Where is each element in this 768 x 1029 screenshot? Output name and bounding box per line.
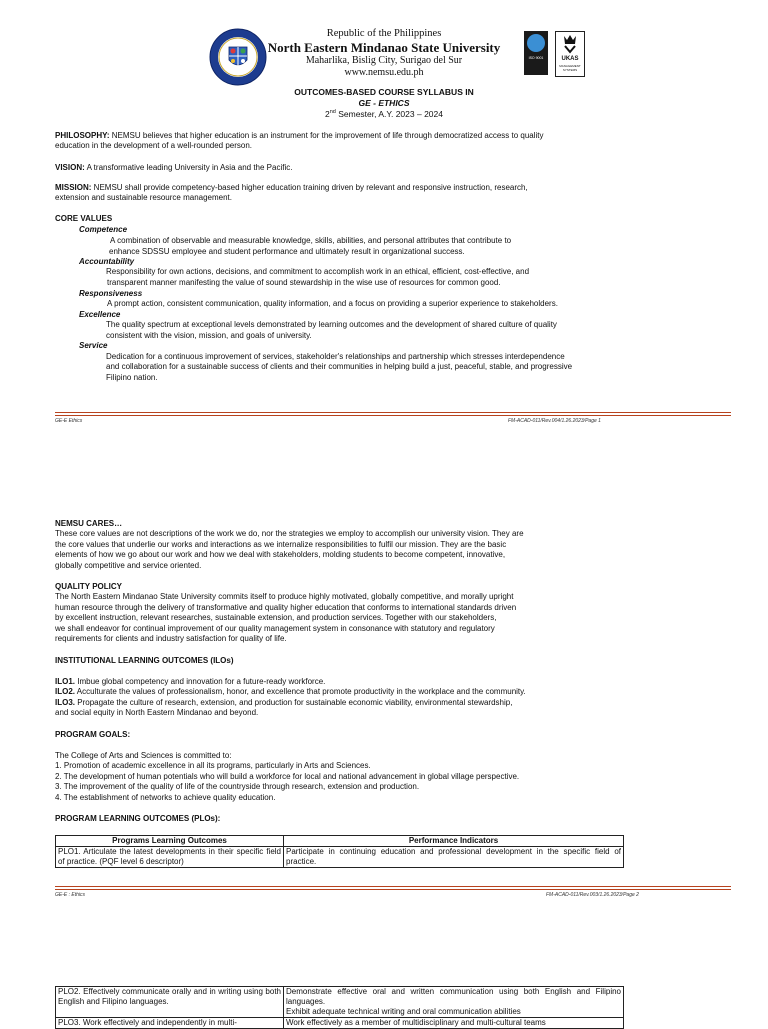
plo-outcome-cell: PLO1. Articulate the latest developments in their specific field of practice. (PQF level 6 descriptor) — [56, 847, 284, 868]
goal-item: 2. The development of human potentials who will build a workforce for local and national advancement in global village perspective. — [55, 771, 520, 781]
iso-certification-logo — [524, 31, 548, 75]
page2-footer-left: GE-E : Ethics — [55, 892, 86, 898]
core-value-desc: A combination of observable and measurable knowledge, skills, abilities, and personal attributes that contribute to — [110, 236, 512, 245]
vision-text: A transformative leading University in Asia and the Pacific. — [84, 163, 293, 172]
core-value-name: Excellence — [79, 310, 121, 319]
ilo-code: ILO3. — [55, 697, 76, 707]
core-value-desc: Dedication for a continuous improvement of services, stakeholder's relationships and partnership which stresses interdependence — [106, 352, 565, 361]
program-goals-list — [55, 751, 645, 803]
core-value-name: Competence — [79, 225, 128, 234]
philosophy-section — [55, 131, 645, 152]
quality-policy-line: The North Eastern Mindanao State University commits itself to produce highly motivated, globally competitive, and morally upright — [55, 592, 514, 602]
philosophy-text: NEMSU believes that higher education is an instrument for the improvement of life through democratized access to quality — [109, 131, 544, 140]
core-value-desc: enhance SDSSU employee and student performance and ultimately result in organizational success. — [109, 247, 465, 256]
quality-policy-line: we shall endeavor for continual improvement of our quality management system in consonance with statutory and regulatory — [55, 623, 495, 633]
vision-section — [55, 163, 645, 173]
semester-line: 2nd Semester, A.Y. 2023 – 2024 — [325, 109, 443, 119]
ilo-list — [55, 677, 645, 719]
table-row — [56, 1018, 624, 1029]
table-header-outcomes: Programs Learning Outcomes — [56, 836, 284, 847]
quality-policy-title: QUALITY POLICY — [55, 582, 122, 591]
syllabus-title: OUTCOMES-BASED COURSE SYLLABUS IN — [294, 87, 474, 97]
quality-policy-section — [55, 582, 645, 644]
core-value-desc: consistent with the vision, mission, and goals of university. — [106, 331, 312, 340]
ilo-title: INSTITUTIONAL LEARNING OUTCOMES (ILOs) — [55, 656, 234, 665]
cares-line: These core values are not descriptions of the work we do, nor the strategies we employ to accomplish our university vision. They are — [55, 529, 524, 539]
table-header-row — [56, 836, 624, 847]
philosophy-label: PHILOSOPHY: — [55, 131, 110, 140]
table-row — [56, 847, 624, 868]
mission-text: NEMSU shall provide competency-based higher education training driven by relevant and responsive instruction, research, — [91, 183, 528, 192]
ilo-text: Acculturate the values of professionalism, honor, and excellence that promote productivity in the workplace and the community. — [75, 687, 526, 697]
university-name: North Eastern Mindanao State University — [267, 40, 501, 55]
core-value-desc: transparent manner manifesting the value of sound stewardship in the wise use of resources for common good. — [107, 278, 501, 287]
quality-policy-line: by excellent instruction, relevant researches, sustainable extension, and production services. Together with our stakeholders, — [55, 613, 497, 623]
core-value-desc: A prompt action, consistent communication, quality information, and a focus on providing a superior experience to stakeholders. — [107, 299, 558, 308]
quality-policy-line: human resource through the delivery of transformative and quality higher education that conforms to international standards driven — [55, 602, 517, 612]
core-value-name: Accountability — [79, 257, 135, 266]
ilo-code: ILO1. — [55, 677, 76, 686]
ilo-text-cont: and social equity in North Eastern Mindanao and beyond. — [55, 708, 259, 718]
cares-line: elements of how we go about our work and how we deal with stakeholders, molding students to become competent, innovative, — [55, 550, 506, 560]
ukas-label: UKAS — [561, 56, 579, 62]
mission-label: MISSION: — [55, 183, 92, 192]
cares-line: globally competitive and service oriented. — [55, 560, 202, 570]
page1-footer-rule-thin — [55, 415, 731, 416]
goal-item: 3. The improvement of the quality of life of the countryside through research, extension and production. — [55, 782, 420, 792]
table-row — [56, 987, 624, 1018]
plo-indicator-cell: Participate in continuing education and professional development in the specific field of practice. — [284, 847, 624, 868]
page1-footer-rule — [55, 412, 731, 413]
cares-title: NEMSU CARES… — [55, 519, 123, 528]
ilo-text: Imbue global competency and innovation for a future-ready workforce. — [75, 677, 326, 686]
republic-line: Republic of the Philippines — [326, 28, 442, 39]
core-value-name: Responsiveness — [79, 289, 143, 298]
core-value-name: Service — [79, 341, 108, 350]
plo-title: PROGRAM LEARNING OUTCOMES (PLOs): — [55, 814, 221, 823]
core-value-desc: Responsibility for own actions, decisions, and commitment to accomplish work in an ethical, efficient, cost-effective, and — [106, 267, 530, 276]
core-value-desc: and collaboration for a sustainable success of clients and their communities in helping build a just, peaceful, stable, and progressive — [106, 362, 573, 371]
goals-intro: The College of Arts and Sciences is committed to: — [55, 751, 232, 760]
page2-footer-right: FM-ACAD-011/Rev.003/1.26.2023/Page 2 — [546, 892, 639, 898]
ukas-certification-logo — [555, 31, 585, 77]
quality-policy-line: requirements for clients and industry satisfaction for quality of life. — [55, 634, 287, 644]
university-website: www.nemsu.edu.ph — [344, 67, 424, 78]
ilo-code: ILO2. — [55, 687, 76, 697]
plo-outcome-cell: PLO2. Effectively communicate orally and in writing using both English and Filipino languages. — [56, 987, 284, 1018]
plo-indicator-line: Exhibit adequate technical writing and oral communication abilities — [286, 1007, 521, 1016]
course-title: GE - ETHICS — [358, 98, 410, 108]
core-values-title: CORE VALUES — [55, 214, 113, 223]
cares-section — [55, 519, 645, 571]
page2-footer-rule — [55, 886, 731, 887]
table-header-indicators: Performance Indicators — [284, 836, 624, 847]
page2-footer-rule-thin — [55, 889, 731, 890]
cares-line: the core values that underlie our works and interactions as we internalize responsibilities to fulfil our mission. They are the basic — [55, 539, 507, 549]
ilo-text: Propagate the culture of research, extension, and production for sustainable economic viability, environmental stewardship, — [75, 697, 513, 707]
ukas-sub-label: MANAGEMENT SYSTEMS — [559, 64, 581, 72]
philosophy-text-cont: education in the development of a well-rounded person. — [55, 141, 253, 151]
university-address: Maharlika, Bislig City, Surigao del Sur — [305, 55, 463, 66]
plo-indicator-line: Demonstrate effective oral and written communication using both English and Filipino languages. — [286, 987, 621, 1006]
iso-label: ISO 9001 — [528, 56, 544, 60]
page1-footer-right: FM-ACAD-011/Rev.004/1.26.2023/Page 1 — [508, 418, 601, 424]
page1-footer-left: GE-E Ethics — [55, 418, 83, 424]
plo-outcome-cell: PLO3. Work effectively and independently in multi- — [56, 1018, 284, 1029]
core-value-desc: The quality spectrum at exceptional levels demonstrated by learning outcomes and the development of shared culture of quality — [106, 320, 557, 329]
plo-table — [55, 835, 624, 868]
goal-item: 1. Promotion of academic excellence in all its programs, particularly in Arts and Sciences. — [55, 761, 371, 771]
vision-label: VISION: — [55, 163, 85, 172]
mission-text-cont: extension and sustainable resource management. — [55, 193, 232, 203]
goal-item: 4. The establishment of networks to achieve quality education. — [55, 792, 276, 802]
core-value-desc: Filipino nation. — [106, 373, 158, 382]
mission-section — [55, 183, 645, 204]
plo-table-continued — [55, 986, 624, 1029]
plo-indicator-cell — [284, 987, 624, 1018]
plo-indicator-cell: Work effectively as a member of multidisciplinary and multi-cultural teams — [284, 1018, 624, 1029]
program-goals-title: PROGRAM GOALS: — [55, 730, 131, 739]
